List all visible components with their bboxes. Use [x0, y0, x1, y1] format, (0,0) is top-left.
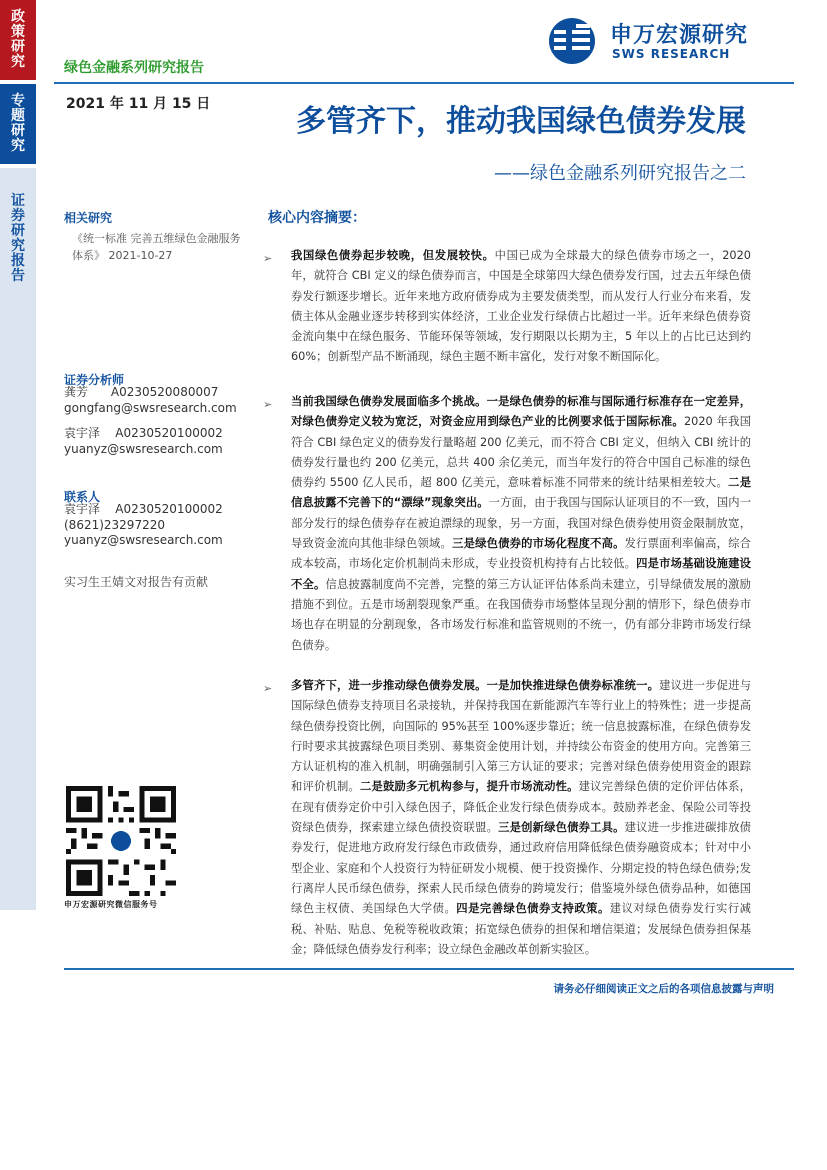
core-summary-heading: 核心内容摘要： [268, 210, 366, 226]
qr-caption: 申万宏源研究微信服务号 [64, 900, 158, 909]
related-research-label: 相关研究 [64, 211, 113, 225]
logo-mark-icon [546, 16, 598, 66]
paragraph-bold: 三是创新绿色债券工具。 [498, 821, 625, 835]
side-tab-policy-research [0, 0, 36, 80]
bullet-arrow-icon: ➢ [263, 682, 273, 695]
analysts-label: 证券分析师 [64, 373, 125, 387]
paragraph-text: 信息披露制度尚不完善，完整的第三方认证评估体系尚未建立，引导绿债发展的激励措施不到位。五是市场割裂现象严重。在我国债券市场整体呈现分割的情形下，绿色债券市场也存在明显的分割现象，各市场发行标准和监管规则的不统一，仍有部分非跨市场发行绿色债券。 [291, 577, 751, 652]
analyst-id: A0230520080007 [110, 385, 219, 399]
analyst-email[interactable]: yuanyz@swsresearch.com [64, 441, 223, 456]
side-tab-char: 告 [11, 268, 25, 284]
related-research-link[interactable]: 《统一标准 完善五维绿色金融服务体系》 2021-10-27 [72, 232, 241, 262]
summary-paragraph-3 [291, 676, 751, 960]
side-tab-char: 究 [11, 238, 25, 254]
analyst-name: 袁宇泽 [64, 426, 101, 440]
analyst-id: A0230520100002 [115, 426, 223, 440]
side-tab-char: 研 [11, 39, 25, 55]
contact-id: A0230520100002 [115, 502, 223, 516]
side-tab-char: 券 [11, 208, 25, 224]
company-logo [546, 16, 776, 66]
side-tab-char: 究 [11, 138, 25, 154]
side-tab-char: 题 [11, 108, 25, 124]
analyst-1 [64, 385, 237, 416]
paragraph-text: 建议完善绿色债的定价评估体系，在现有债券定价中引入绿色因子，降低企业发行绿色债券成本。鼓励养老金、保险公司等投资绿色债券，探索建立绿色债投资联盟。 [291, 780, 751, 835]
side-tab-char: 报 [11, 253, 25, 269]
paragraph-text: 建议进一步推进碳排放债券发行，促进地方政府发行绿色市政债券，通过政府信用降低绿色债券融资成本；针对中小型企业、家庭和个人投资行为特征研发小规模、便于投资操作、分期定投的特色绿色债券;发行离岸人民币绿色债券，探索人民币绿色债券的跨境发行；借鉴境外绿色债券品种，如德国绿色主权债、美国绿色大学债。 [291, 821, 751, 916]
side-tab-char: 研 [11, 223, 25, 239]
paragraph-bold: 四是完善绿色债券支持政策。 [456, 902, 610, 916]
side-tab-special-research [0, 84, 36, 164]
paragraph-bold: 二是信息披露不完善下的“漂绿”现象突出。 [291, 476, 751, 510]
paragraph-text: 一方面，由于我国与国际认证项目的不一致，国内一部分发行的绿色债券存在被迫漂绿的现象，另一方面，我国对绿色债券使用资金限制放宽，导致资金流向其他非绿色领域。 [291, 496, 751, 551]
summary-paragraph-1 [291, 246, 751, 368]
paragraph-bold: 四是市场基础设施建设不全。 [291, 557, 751, 591]
analyst-2 [64, 426, 223, 457]
paragraph-text: 2020 年我国符合 CBI 绿色定义的债券发行量略超 200 亿美元，而不符合 CBI 定义，但纳入 CBI 统计的债券发行量也约 200 亿美元，总共 400 余亿美元，而当年发行的符合中国自己标准的绿色债券约 5500 亿人民币，超 800 亿美元，意味着标准不同带来的统计结果相差较大。 [291, 415, 751, 490]
bullet-arrow-icon: ➢ [263, 398, 273, 411]
paragraph-bold: 多管齐下，进一步推动绿色债券发展。一是加快推进绿色债券标准统一。 [291, 679, 660, 692]
contact-person [64, 502, 223, 549]
side-tab-char: 研 [11, 123, 25, 139]
qr-code-icon[interactable] [66, 786, 176, 896]
page-subtitle: ——绿色金融系列研究报告之二 [494, 163, 746, 184]
contact-phone: (8621)23297220 [64, 517, 165, 532]
page-title: 多管齐下，推动我国绿色债券发展 [296, 104, 746, 139]
analyst-email[interactable]: gongfang@swsresearch.com [64, 400, 237, 415]
side-tab-securities-report [0, 168, 36, 910]
disclaimer-notice: 请务必仔细阅读正文之后的各项信息披露与声明 [553, 983, 774, 995]
side-tab-char: 政 [11, 9, 25, 25]
paragraph-bold: 二是鼓励多元机构参与，提升市场流动性。 [360, 780, 579, 794]
contact-email[interactable]: yuanyz@swsresearch.com [64, 533, 223, 547]
paragraph-bold: 当前我国绿色债券发展面临多个挑战。一是绿色债券的标准与国际通行标准存在一定差异，对绿色债券定义较为宽泛，对资金应用到绿色产业的比例要求低于国际标准。 [291, 395, 751, 429]
footer-divider [64, 968, 794, 970]
logo-english-text: SWS RESEARCH [612, 47, 731, 61]
paragraph-bold-lead: 我国绿色债券起步较晚，但发展较快。 [291, 249, 495, 262]
side-tab-char: 专 [11, 93, 25, 109]
paragraph-text: 中国已成为全球最大的绿色债券市场之一，2020 年，就符合 CBI 定义的绿色债券而言，中国是全球第四大绿色债券发行国，过去五年绿色债券发行额逐步增长。近年来地方政府债券成为主要发债类型，而从发行人行业分布来看，发债主体从金融业逐步转移到实体经济，工业企业发行绿债占比超过一半。近年来绿色债券资金流向集中在绿色服务、节能环保等领域，发行期限以长期为主，5 年以上的占比已达到约 60%；创新型产品不断涌现，绿色主题不断丰富化，发行对象不断国际化。 [291, 249, 751, 364]
analyst-name: 龚芳 [64, 385, 89, 399]
header-divider [54, 82, 794, 84]
intern-note: 实习生王婧文对报告有贡献 [64, 575, 209, 589]
paragraph-text: 建议对绿色债券发行实行减税、补贴、贴息、免税等税收政策；拓宽绿色债券的担保和增信渠道；发展绿色债券担保基金；降低绿色债券发行利率；设立绿色金融改革创新实验区。 [291, 902, 751, 956]
series-title: 绿色金融系列研究报告 [64, 60, 204, 76]
contact-name: 袁宇泽 [64, 502, 101, 516]
contact-label: 联系人 [64, 490, 101, 504]
side-tab-char: 策 [11, 24, 25, 40]
report-date: 2021 年 11 月 15 日 [66, 96, 211, 112]
logo-chinese-text: 申万宏源研究 [610, 23, 749, 48]
paragraph-text: 发行票面利率偏高，综合成本较高，市场化定价机制尚未形成，专业投资机构持有占比较低。 [291, 537, 751, 571]
paragraph-text: 建议进一步促进与国际绿色债券支持项目名录接轨，并保持我国在新能源汽车等行业上的特殊性；进一步提高绿色债券投资比例，向国际的 95%甚至 100%逐步靠近；统一信息披露标准，在绿色债券发行时要求其披露绿色项目类别、募集资金使用计划，并持续公布资金的使用方向。完善第三方认证机构的准入机制，明确强制引入第三方认证的要求；完善对绿色债券使用资金的跟踪和评价机制。 [291, 679, 751, 794]
paragraph-bold: 三是绿色债券的市场化程度不高。 [452, 537, 625, 551]
bullet-arrow-icon: ➢ [263, 252, 273, 265]
side-tab-char: 证 [11, 193, 25, 209]
side-tab-char: 究 [11, 54, 25, 70]
summary-paragraph-2 [291, 392, 751, 656]
